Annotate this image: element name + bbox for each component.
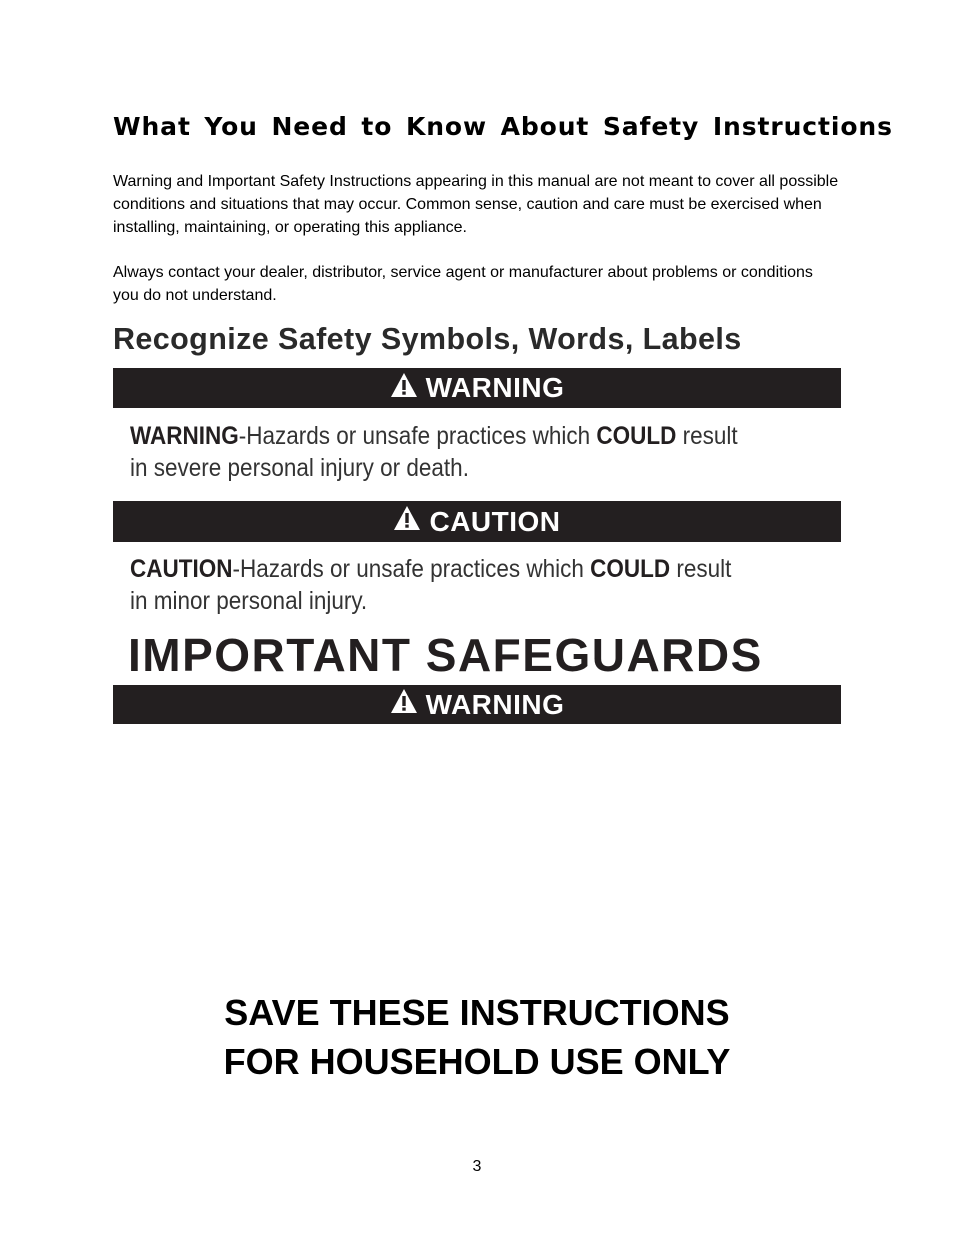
caution-definition bbox=[130, 553, 760, 617]
page-number: 3 bbox=[472, 1158, 482, 1175]
warning-emphasis: COULD bbox=[596, 422, 677, 450]
caution-banner-label: CAUTION bbox=[429, 505, 561, 537]
intro-paragraph: Warning and Important Safety Instructions appearing in this manual are not meant to cover all possible conditions and situations that may occur. Common sense, caution and care must be exercised when installing, maintaining, or operating this appliance. bbox=[113, 173, 839, 236]
section-heading: What You Need to Know About Safety Instructions bbox=[113, 112, 893, 141]
warning-banner bbox=[113, 368, 841, 408]
safeguards-banner-label: WARNING bbox=[425, 688, 565, 720]
safety-symbols-title: Recognize Safety Symbols, Words, Labels bbox=[113, 322, 742, 356]
warning-text-after: result bbox=[676, 422, 738, 450]
important-safeguards-title: IMPORTANT SAFEGUARDS bbox=[128, 629, 763, 681]
warning-triangle-icon bbox=[393, 505, 421, 538]
warning-banner-label: WARNING bbox=[425, 372, 565, 403]
warning-triangle-icon bbox=[390, 688, 418, 721]
caution-emphasis: COULD bbox=[590, 555, 671, 583]
warning-term: WARNING bbox=[130, 422, 239, 450]
safeguards-warning-banner bbox=[113, 685, 841, 724]
caution-banner bbox=[113, 501, 841, 542]
warning-triangle-icon bbox=[390, 372, 418, 405]
contact-paragraph: Always contact your dealer, distributor, service agent or manufacturer about problems or conditions you do not understand. bbox=[113, 264, 813, 304]
closing-line-1: SAVE THESE INSTRUCTIONS bbox=[224, 992, 730, 1033]
warning-line-2: in severe personal injury or death. bbox=[130, 454, 469, 482]
caution-text-before: -Hazards or unsafe practices which bbox=[232, 555, 591, 583]
warning-text-before: -Hazards or unsafe practices which bbox=[238, 422, 597, 450]
warning-definition bbox=[130, 420, 760, 484]
closing-notice bbox=[0, 988, 954, 1086]
closing-line-2: FOR HOUSEHOLD USE ONLY bbox=[223, 1041, 731, 1082]
caution-line-2: in minor personal injury. bbox=[130, 587, 368, 615]
caution-text-after: result bbox=[670, 555, 732, 583]
caution-term: CAUTION bbox=[130, 555, 233, 583]
